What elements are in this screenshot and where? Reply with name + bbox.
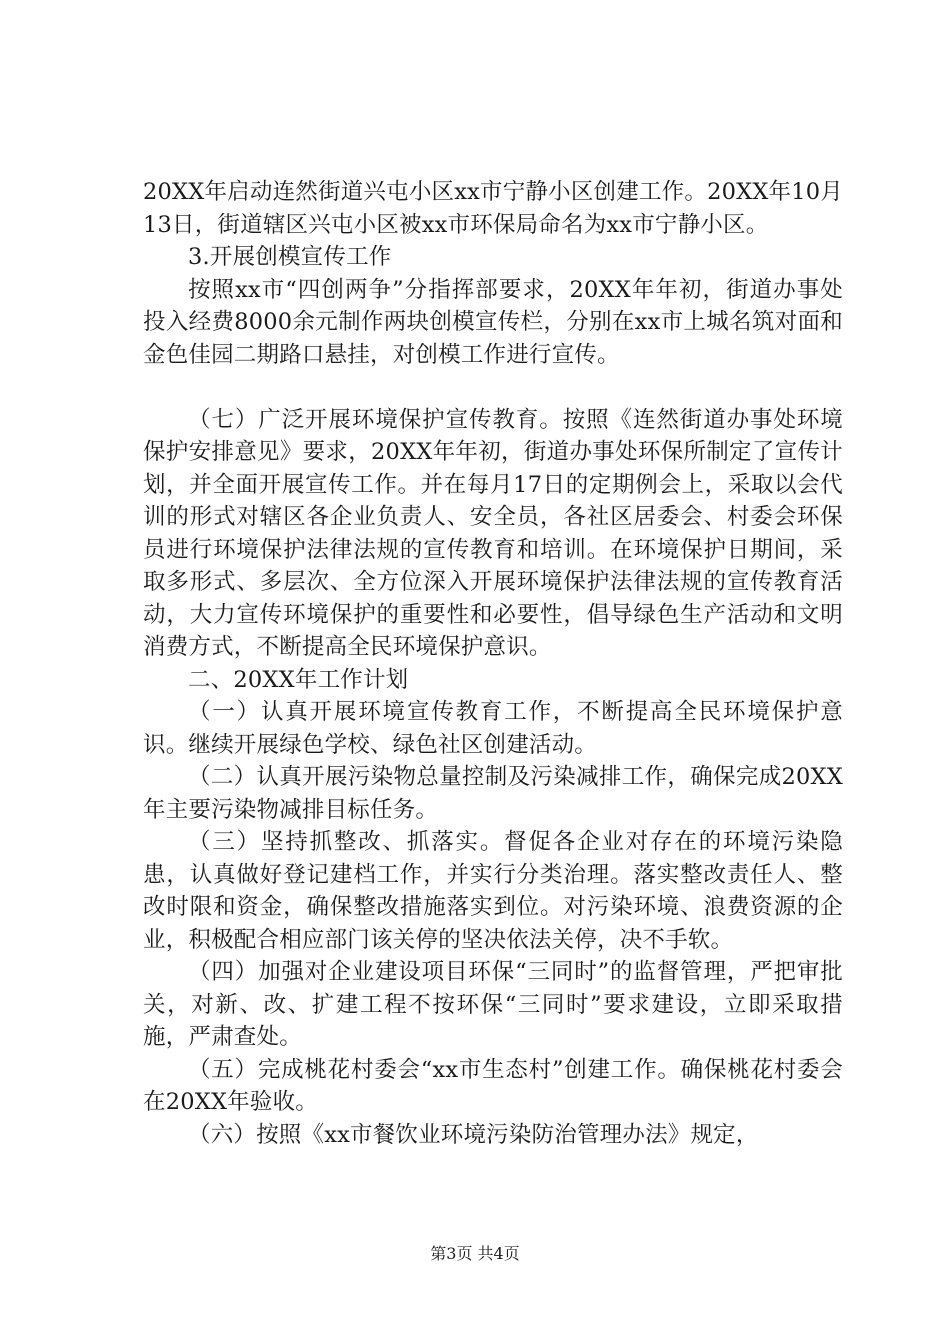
paragraph-publicity-boards: 按照xx市“四创两争”分指挥部要求，20XX年年初，街道办事处投入经费8000余元制作两块创模宣传栏，分别在xx市上城名筑对面和金色佳园二期路口悬挂，对创模工作进行宣传。 bbox=[143, 276, 843, 368]
heading-publicity-work: 3.开展创模宣传工作 bbox=[188, 244, 392, 270]
paragraph-gap bbox=[143, 371, 843, 404]
paragraph-plan-one: （一）认真开展环境宣传教育工作，不断提高全民环境保护意识。继续开展绿色学校、绿色社区创建活动。 bbox=[143, 699, 843, 758]
paragraph-plan-six: （六）按照《xx市餐饮业环境污染防治管理办法》规定， bbox=[188, 1121, 759, 1148]
body-text bbox=[143, 176, 843, 1151]
paragraph-quiet-community: 20XX年启动连然街道兴屯小区xx市宁静小区创建工作。20XX年10月13日，街道辖区兴屯小区被xx市环保局命名为xx市宁静小区。 bbox=[143, 179, 843, 238]
paragraph-plan-three: （三）坚持抓整改、抓落实。督促各企业对存在的环境污染隐患，认真做好登记建档工作，并实行分类治理。落实整改责任人、整改时限和资金，确保整改措施落实到位。对污染环境、浪费资源的企业，积极配合相应部门该关停的坚决依法关停，决不手软。 bbox=[143, 829, 843, 953]
paragraph-plan-five: （五）完成桃花村委会“xx市生态村”创建工作。确保桃花村委会在20XX年验收。 bbox=[143, 1056, 843, 1115]
paragraph-plan-two: （二）认真开展污染物总量控制及污染减排工作，确保完成20XX年主要污染物减排目标任务。 bbox=[143, 764, 843, 823]
page-number: 第3页 共4页 bbox=[430, 1244, 520, 1263]
heading-work-plan: 二、20XX年工作计划 bbox=[188, 666, 409, 693]
paragraph-section-seven: （七）广泛开展环境保护宣传教育。按照《连然街道办事处环境保护安排意见》要求，20XX年年初，街道办事处环保所制定了宣传计划，并全面开展宣传工作。并在每月17日的定期例会上，采取以会代训的形式对辖区各企业负责人、安全员，各社区居委会、村委会环保员进行环境保护法律法规的宣传教育和培训。在环境保护日期间，采取多形式、多层次、全方位深入开展环境保护法律法规的宣传教育活动，大力宣传环境保护的重要性和必要性，倡导绿色生产活动和文明消费方式，不断提高全民环境保护意识。 bbox=[143, 406, 843, 660]
paragraph-plan-four: （四）加强对企业建设项目环保“三同时”的监督管理，严把审批关，对新、改、扩建工程不按环保“三同时”要求建设，立即采取措施，严肃查处。 bbox=[143, 959, 843, 1050]
